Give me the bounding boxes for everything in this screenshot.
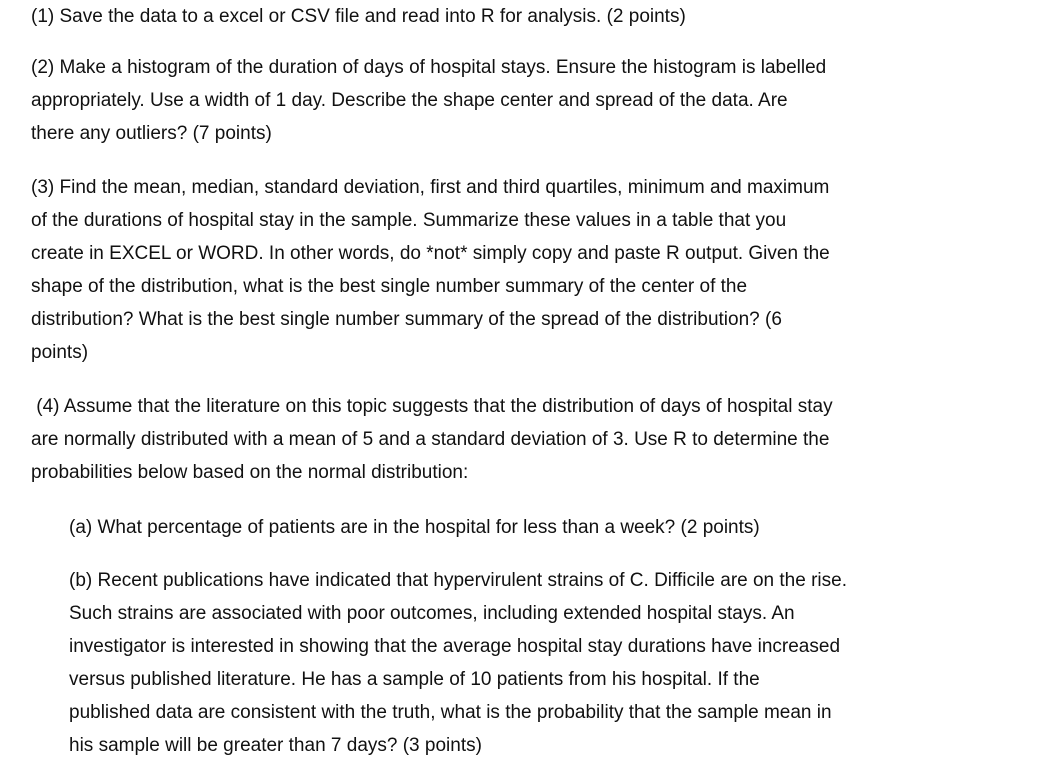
text-line: his sample will be greater than 7 days? (3 points): [69, 735, 482, 756]
text-line: create in EXCEL or WORD. In other words, do *not* simply copy and paste R output. Given the: [31, 243, 830, 264]
text-line: probabilities below based on the normal distribution:: [31, 462, 469, 483]
text-line: points): [31, 342, 89, 363]
text-line: (1) Save the data to a excel or CSV file and read into R for analysis. (2 points): [31, 6, 686, 27]
text-line: (3) Find the mean, median, standard deviation, first and third quartiles, minimum and maximum: [31, 177, 830, 198]
text-line: there any outliers? (7 points): [31, 123, 272, 144]
text-line: are normally distributed with a mean of 5 and a standard deviation of 3. Use R to determine the: [31, 429, 830, 450]
text-line: distribution? What is the best single number summary of the spread of the distribution? (6: [31, 309, 782, 330]
text-line: (a) What percentage of patients are in the hospital for less than a week? (2 points): [69, 517, 760, 538]
question-4: [31, 390, 1044, 489]
text-line: (4) Assume that the literature on this topic suggests that the distribution of days of hospital stay: [31, 396, 833, 417]
text-line: appropriately. Use a width of 1 day. Describe the shape center and spread of the data. Are: [31, 90, 788, 111]
question-1: [31, 0, 1044, 33]
text-line: shape of the distribution, what is the best single number summary of the center of the: [31, 276, 748, 297]
text-line: investigator is interested in showing that the average hospital stay durations have increased: [69, 636, 841, 657]
text-line: (2) Make a histogram of the duration of days of hospital stays. Ensure the histogram is labelled: [31, 57, 827, 78]
question-3: [31, 171, 1044, 369]
text-line: published data are consistent with the truth, what is the probability that the sample mean in: [69, 702, 832, 723]
text-line: Such strains are associated with poor outcomes, including extended hospital stays. An: [69, 603, 795, 624]
text-line: (b) Recent publications have indicated that hypervirulent strains of C. Difficile are on the rise.: [69, 570, 847, 591]
text-line: of the durations of hospital stay in the sample. Summarize these values in a table that you: [31, 210, 787, 231]
text-line: versus published literature. He has a sample of 10 patients from his hospital. If the: [69, 669, 760, 690]
question-4a: [69, 511, 1044, 544]
question-2: [31, 51, 1044, 150]
question-4b: [69, 564, 1044, 762]
